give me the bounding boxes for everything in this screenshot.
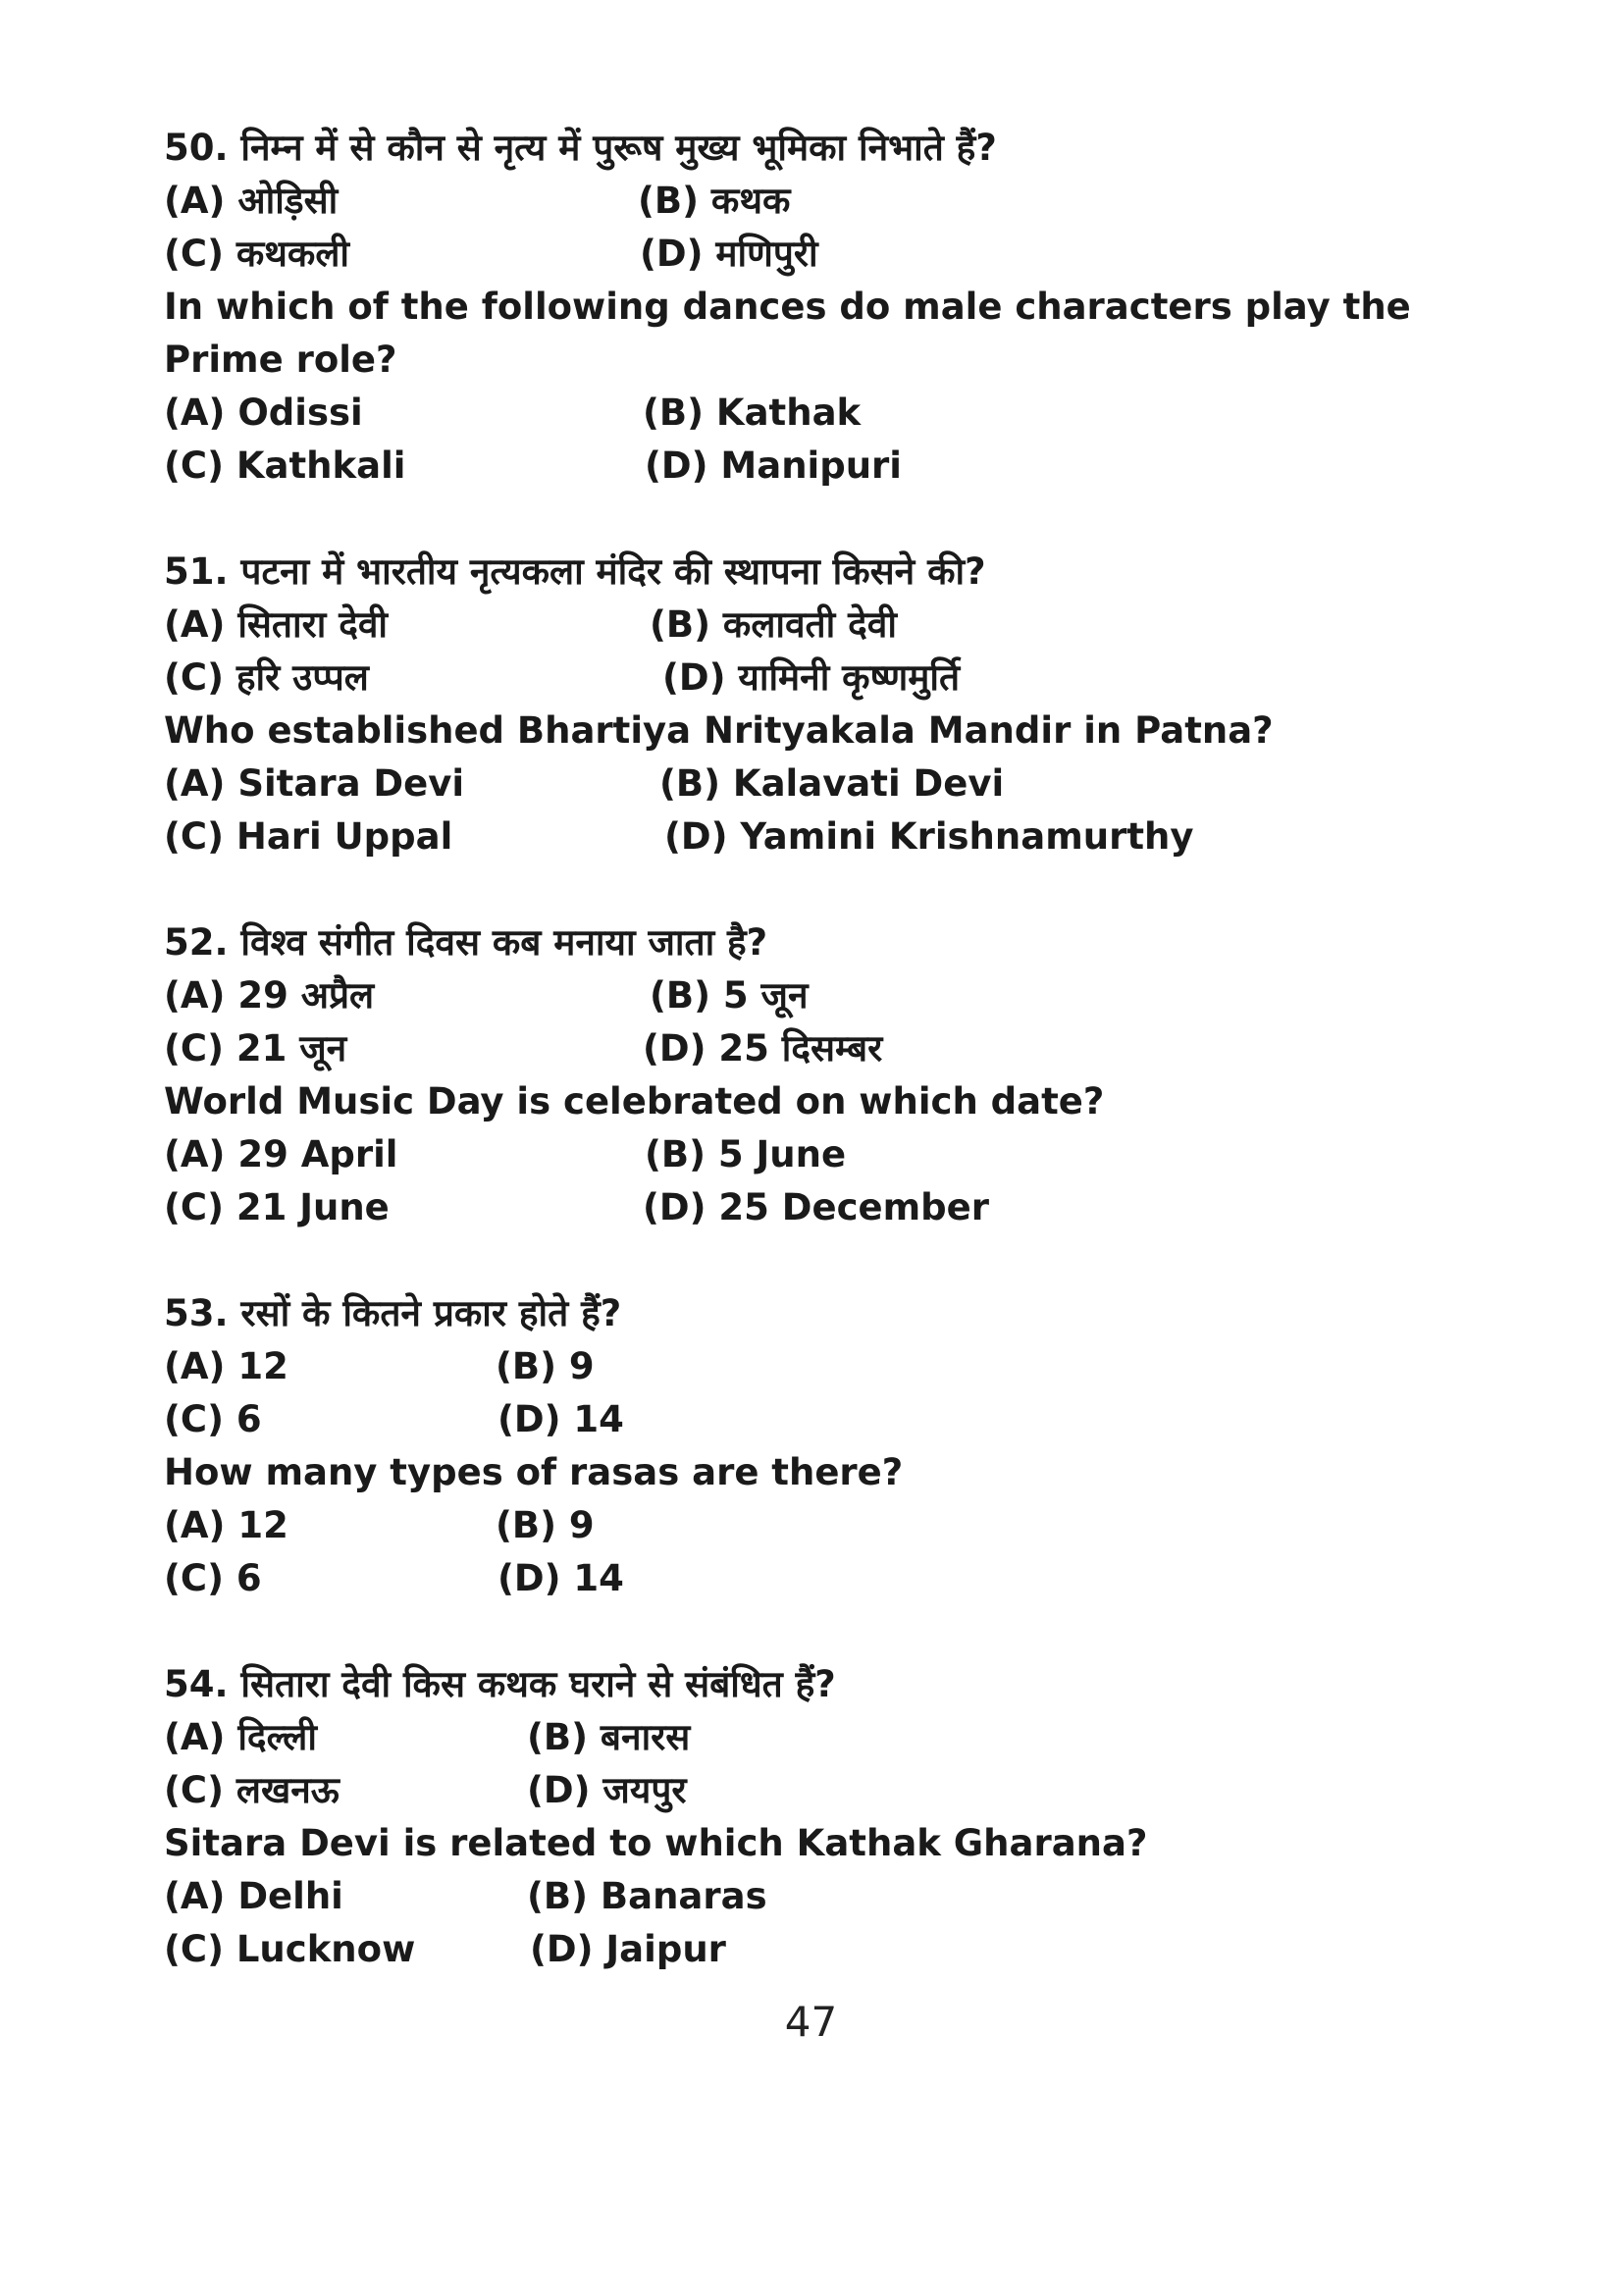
option-a: (A) ओड़िसी bbox=[164, 180, 339, 222]
option-b: (B) कथक bbox=[638, 180, 791, 222]
option-d: (D) 14 bbox=[497, 1557, 624, 1599]
question-english: In which of the following dances do male characters play the bbox=[164, 286, 1411, 328]
option-b: (B) बनारस bbox=[527, 1716, 691, 1758]
option-b: (B) Kathak bbox=[643, 391, 862, 434]
question-english-cont: Prime role? bbox=[164, 339, 397, 381]
option-d: (D) मणिपुरी bbox=[640, 233, 818, 275]
option-c: (C) Kathkali bbox=[164, 444, 406, 487]
option-b: (B) Banaras bbox=[527, 1875, 767, 1917]
option-b: (B) 5 June bbox=[645, 1133, 847, 1175]
option-a: (A) Delhi bbox=[164, 1875, 343, 1917]
option-c: (C) कथकली bbox=[164, 233, 349, 275]
option-a: (A) 29 अप्रैल bbox=[164, 974, 375, 1017]
option-a: (A) 12 bbox=[164, 1504, 288, 1546]
option-c: (C) Lucknow bbox=[164, 1928, 416, 1970]
option-d: (D) 25 December bbox=[643, 1186, 989, 1228]
option-b: (B) कलावती देवी bbox=[650, 603, 897, 646]
option-c: (C) 21 जून bbox=[164, 1027, 347, 1070]
question-hindi: 52. विश्व संगीत दिवस कब मनाया जाता है? bbox=[164, 921, 768, 964]
page-number: 47 bbox=[784, 1998, 838, 2046]
question-english: World Music Day is celebrated on which date? bbox=[164, 1080, 1105, 1122]
question-english: Who established Bhartiya Nrityakala Mandir in Patna? bbox=[164, 709, 1274, 752]
option-d: (D) जयपुर bbox=[527, 1769, 687, 1811]
option-c: (C) 21 June bbox=[164, 1186, 390, 1228]
question-english: How many types of rasas are there? bbox=[164, 1451, 904, 1493]
option-c: (C) हरि उप्पल bbox=[164, 656, 369, 699]
question-hindi: 53. रसों के कितने प्रकार होते हैं? bbox=[164, 1292, 622, 1334]
option-b: (B) Kalavati Devi bbox=[659, 762, 1005, 805]
question-english: Sitara Devi is related to which Kathak Gharana? bbox=[164, 1822, 1148, 1864]
option-d: (D) यामिनी कृष्णमुर्ति bbox=[662, 656, 961, 699]
question-hindi: 51. पटना में भारतीय नृत्यकला मंदिर की स्थापना किसने की? bbox=[164, 550, 986, 593]
option-a: (A) दिल्ली bbox=[164, 1716, 317, 1758]
option-b: (B) 9 bbox=[496, 1345, 595, 1387]
option-a: (A) 29 April bbox=[164, 1133, 398, 1175]
option-a: (A) Odissi bbox=[164, 391, 363, 434]
option-a: (A) 12 bbox=[164, 1345, 288, 1387]
question-hindi: 50. निम्न में से कौन से नृत्य में पुरूष मुख्य भूमिका निभाते हैं? bbox=[164, 127, 997, 169]
option-c: (C) 6 bbox=[164, 1398, 262, 1440]
option-d: (D) 25 दिसम्बर bbox=[643, 1027, 883, 1070]
option-d: (D) Manipuri bbox=[645, 444, 902, 487]
option-b: (B) 5 जून bbox=[650, 974, 809, 1017]
option-a: (A) Sitara Devi bbox=[164, 762, 465, 805]
option-d: (D) 14 bbox=[497, 1398, 624, 1440]
option-b: (B) 9 bbox=[496, 1504, 595, 1546]
option-c: (C) लखनऊ bbox=[164, 1769, 340, 1811]
option-d: (D) Jaipur bbox=[530, 1928, 726, 1970]
option-d: (D) Yamini Krishnamurthy bbox=[664, 815, 1194, 858]
option-a: (A) सितारा देवी bbox=[164, 603, 389, 646]
option-c: (C) Hari Uppal bbox=[164, 815, 453, 858]
question-hindi: 54. सितारा देवी किस कथक घराने से संबंधित हैं? bbox=[164, 1663, 836, 1705]
option-c: (C) 6 bbox=[164, 1557, 262, 1599]
